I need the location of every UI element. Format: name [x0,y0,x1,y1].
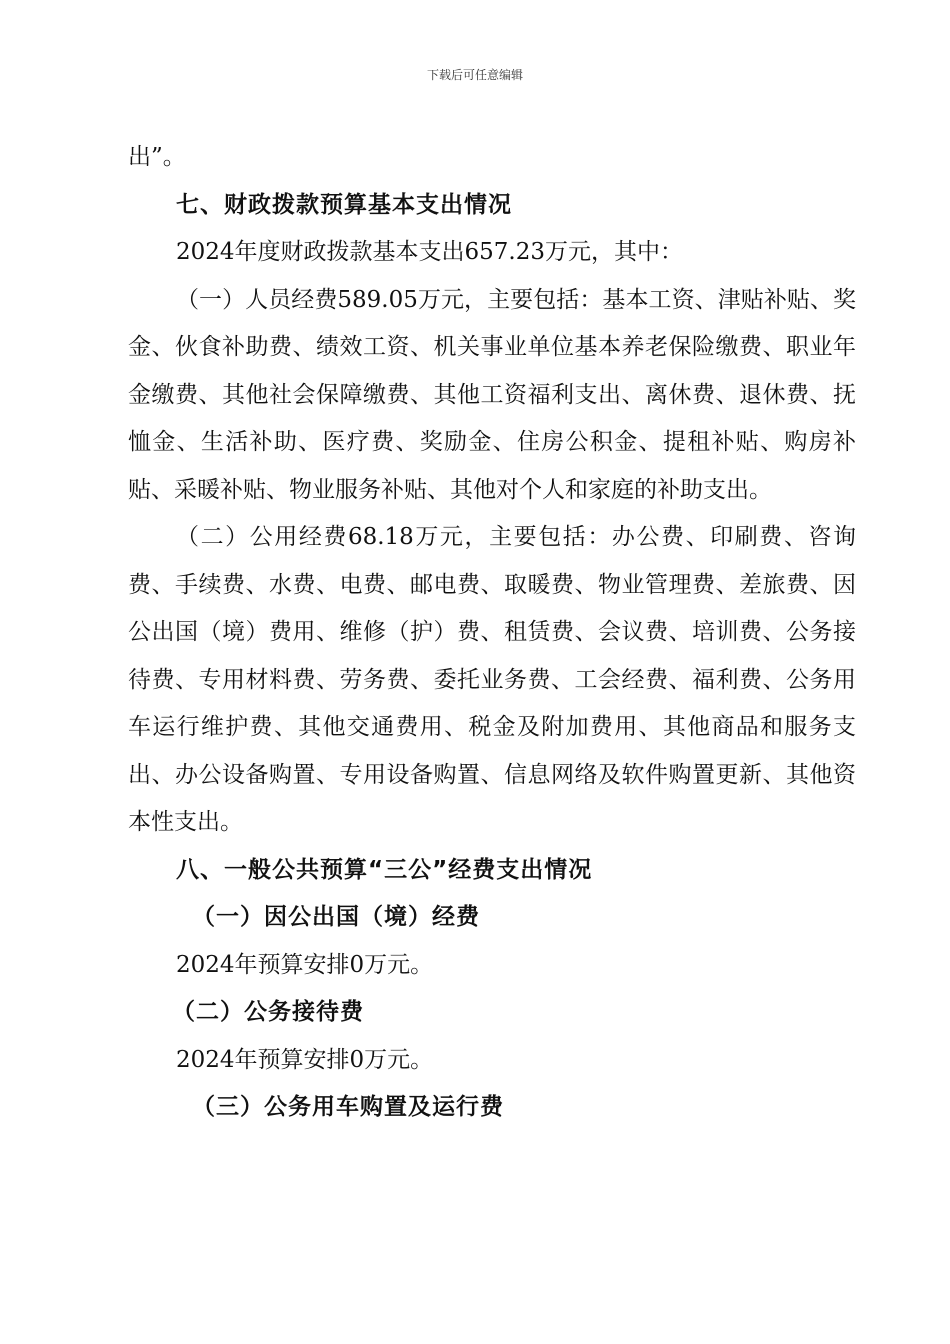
document-body [128,134,856,1132]
subheading-overseas-travel: （一）因公出国（境）经费 [192,904,480,930]
public-expense-paragraph: （二）公用经费68.18万元，主要包括：办公费、印刷费、咨询费、手续费、水费、电费、邮电费、取暖费、物业管理费、差旅费、因公出国（境）费用、维修（护）费、租赁费、会议费、培训费、公务接待费、专用材料费、劳务费、委托业务费、工会经费、福利费、公务用车运行维护费、其他交通费用、税金及附加费用、其他商品和服务支出、办公设备购置、专用设备购置、信息网络及软件购置更新、其他资本性支出。 [128,524,856,835]
section-heading-7: 七、财政拨款预算基本支出情况 [176,191,512,218]
subheading-official-vehicles: （三）公务用车购置及运行费 [192,1094,504,1120]
continued-paragraph: 出”。 [128,144,186,170]
section-heading-8: 八、一般公共预算“三公”经费支出情况 [176,856,593,883]
header-note: 下载后可任意编辑 [426,68,523,82]
official-reception-budget: 2024年预算安排0万元。 [176,1046,434,1073]
subheading-official-reception: （二）公务接待费 [172,999,364,1025]
personnel-expense-paragraph: （一）人员经费589.05万元，主要包括：基本工资、津贴补贴、奖金、伙食补助费、绩效工资、机关事业单位基本养老保险缴费、职业年金缴费、其他社会保障缴费、其他工资福利支出、离休费、退休费、抚恤金、生活补助、医疗费、奖励金、住房公积金、提租补贴、购房补贴、采暖补贴、物业服务补贴、其他对个人和家庭的补助支出。 [128,286,856,503]
basic-expenditure-total: 2024年度财政拨款基本支出657.23万元，其中： [176,239,684,265]
overseas-travel-budget: 2024年预算安排0万元。 [176,951,434,978]
